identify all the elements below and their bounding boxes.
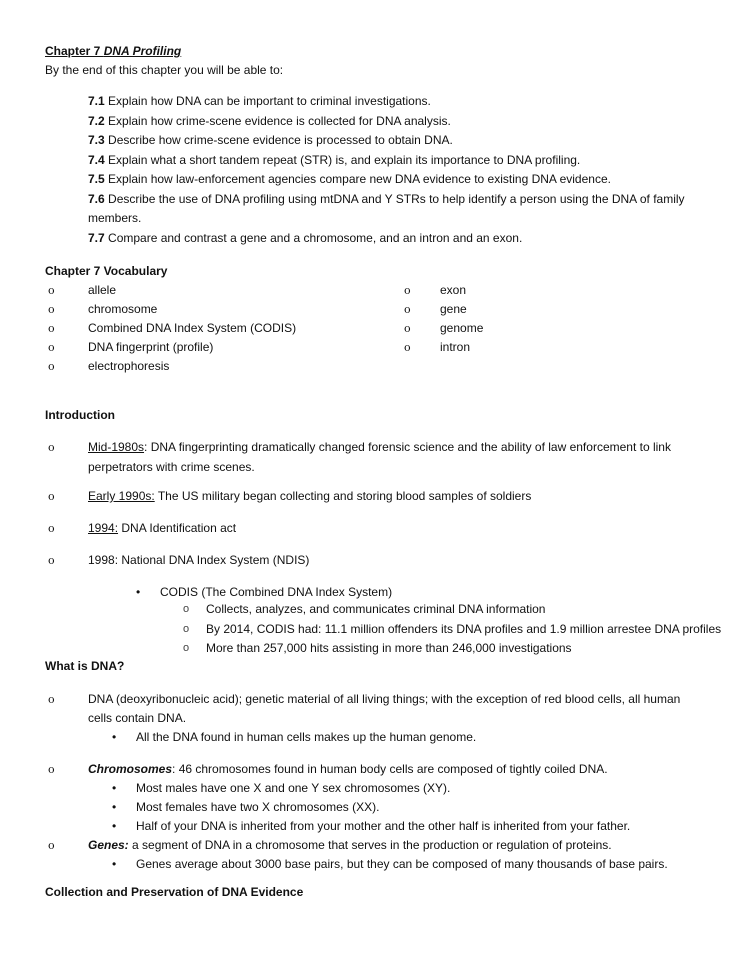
genes-item (88, 836, 612, 855)
objective-text: Explain what a short tandem repeat (STR) is, and explain its importance to DNA profiling. (104, 152, 581, 167)
objective-number: 7.6 (88, 191, 105, 206)
objective-text: Explain how law-enforcement agencies compare new DNA evidence to existing DNA evidence. (104, 172, 611, 186)
bullet-dot-icon: • (112, 819, 117, 833)
dna-bullet-icon: o (48, 763, 55, 776)
intro-text: 1998: National DNA Index System (NDIS) (88, 553, 310, 567)
objective-number: 7.4 (88, 152, 105, 167)
chapter-title (45, 42, 181, 61)
intro-bullet-icon: o (48, 441, 55, 454)
chromosome-subpoint: Half of your DNA is inherited from your mother and the other half is inherited from your father. (136, 819, 631, 833)
dna-bullet-icon: o (48, 693, 55, 706)
vocab-term: genome (440, 321, 484, 335)
intro-bullet-icon: o (48, 554, 55, 567)
intro-date: Early 1990s: (88, 489, 155, 503)
objective-item (88, 170, 611, 189)
vocab-term: chromosome (88, 302, 158, 316)
vocab-bullet-icon: o (404, 284, 411, 297)
what-is-dna-heading: What is DNA? (45, 659, 125, 673)
chromosomes-text: : 46 chromosomes found in human body cells are composed of tightly coiled DNA. (172, 762, 608, 776)
chromosomes-label: Chromosomes (88, 762, 173, 776)
intro-text: : DNA fingerprinting dramatically changed forensic science and the ability of law enforcement to link (144, 440, 671, 454)
vocab-term: exon (440, 283, 467, 297)
objective-number: 7.2 (88, 113, 105, 128)
intro-text: The US military began collecting and storing blood samples of soldiers (154, 489, 532, 503)
genes-subpoint: Genes average about 3000 base pairs, but they can be composed of many thousands of base pairs. (136, 857, 668, 871)
introduction-heading: Introduction (45, 408, 115, 422)
bullet-dot-icon: • (112, 800, 117, 814)
objective-item (88, 151, 580, 170)
objective-text: Describe the use of DNA profiling using mtDNA and Y STRs to help identify a person using the DNA of family (104, 191, 685, 206)
bullet-dot-icon: • (112, 857, 117, 871)
intro-item (88, 551, 309, 570)
vocab-term: allele (88, 283, 117, 297)
genes-text: a segment of DNA in a chromosome that serves in the production or regulation of proteins. (128, 838, 612, 852)
intro-date: Mid-1980s (88, 440, 145, 454)
dna-definition: DNA (deoxyribonucleic acid); genetic material of all living things; with the exception of red blood cells, all human (88, 692, 681, 706)
intro-continuation: perpetrators with crime scenes. (88, 459, 255, 474)
title-emphasis: DNA Profiling (103, 44, 182, 58)
objective-item (88, 229, 522, 248)
objective-continuation: members. (88, 211, 142, 225)
objective-text: Explain how crime-scene evidence is collected for DNA analysis. (104, 113, 451, 128)
chromosome-subpoint: Most males have one X and one Y sex chromosomes (XY). (136, 781, 451, 795)
vocab-bullet-icon: o (404, 303, 411, 316)
objective-number: 7.1 (88, 94, 105, 108)
objective-item (88, 112, 451, 131)
codis-subitem: By 2014, CODIS had: 11.1 million offenders its DNA profiles and 1.9 million arrestee DNA profiles (206, 621, 722, 636)
codis-subitem: More than 257,000 hits assisting in more than 246,000 investigations (206, 641, 572, 655)
chromosomes-item (88, 760, 608, 779)
objective-item (88, 190, 685, 209)
objective-number: 7.5 (88, 172, 105, 186)
title-prefix: Chapter 7 (45, 44, 104, 58)
intro-line: By the end of this chapter you will be able to: (45, 63, 284, 77)
intro-date: 1994: (88, 521, 119, 535)
bullet-dot-icon: • (112, 781, 117, 795)
chromosome-subpoint: Most females have two X chromosomes (XX). (136, 800, 380, 814)
vocab-bullet-icon: o (404, 322, 411, 335)
intro-bullet-icon: o (48, 490, 55, 503)
bullet-dot-icon: • (112, 730, 117, 744)
objective-item (88, 92, 431, 111)
intro-item (88, 438, 671, 457)
codis-subitem: Collects, analyzes, and communicates criminal DNA information (206, 602, 546, 616)
objective-number: 7.3 (88, 133, 105, 147)
vocab-bullet-icon: o (48, 322, 55, 335)
vocab-term: intron (440, 340, 471, 354)
circle-bullet-icon: o (183, 642, 190, 654)
vocab-bullet-icon: o (48, 360, 55, 373)
objective-item (88, 131, 453, 150)
bullet-dot-icon: • (136, 585, 141, 599)
vocab-term: electrophoresis (88, 359, 170, 373)
circle-bullet-icon: o (183, 622, 190, 635)
genes-label: Genes: (88, 838, 129, 852)
dna-continuation: cells contain DNA. (88, 711, 187, 725)
vocab-bullet-icon: o (48, 303, 55, 316)
vocab-bullet-icon: o (48, 341, 55, 354)
vocab-term: Combined DNA Index System (CODIS) (88, 321, 297, 335)
vocab-term: gene (440, 302, 467, 316)
intro-item (88, 519, 236, 538)
objective-text: Explain how DNA can be important to criminal investigations. (104, 94, 431, 108)
objective-number: 7.7 (88, 230, 105, 245)
dna-bullet-icon: o (48, 839, 55, 852)
intro-bullet-icon: o (48, 522, 55, 535)
intro-item (88, 487, 531, 506)
intro-text: DNA Identification act (118, 521, 237, 535)
codis-item: CODIS (The Combined DNA Index System) (160, 585, 393, 599)
vocab-term: DNA fingerprint (profile) (88, 340, 214, 354)
dna-subpoint: All the DNA found in human cells makes up the human genome. (136, 730, 477, 744)
vocab-bullet-icon: o (404, 341, 411, 354)
circle-bullet-icon: o (183, 603, 190, 615)
objective-text: Describe how crime-scene evidence is processed to obtain DNA. (104, 133, 453, 147)
collection-heading: Collection and Preservation of DNA Evidence (45, 885, 304, 899)
objective-text: Compare and contrast a gene and a chromosome, and an intron and an exon. (104, 230, 523, 245)
vocab-heading: Chapter 7 Vocabulary (45, 264, 168, 278)
vocab-bullet-icon: o (48, 284, 55, 297)
